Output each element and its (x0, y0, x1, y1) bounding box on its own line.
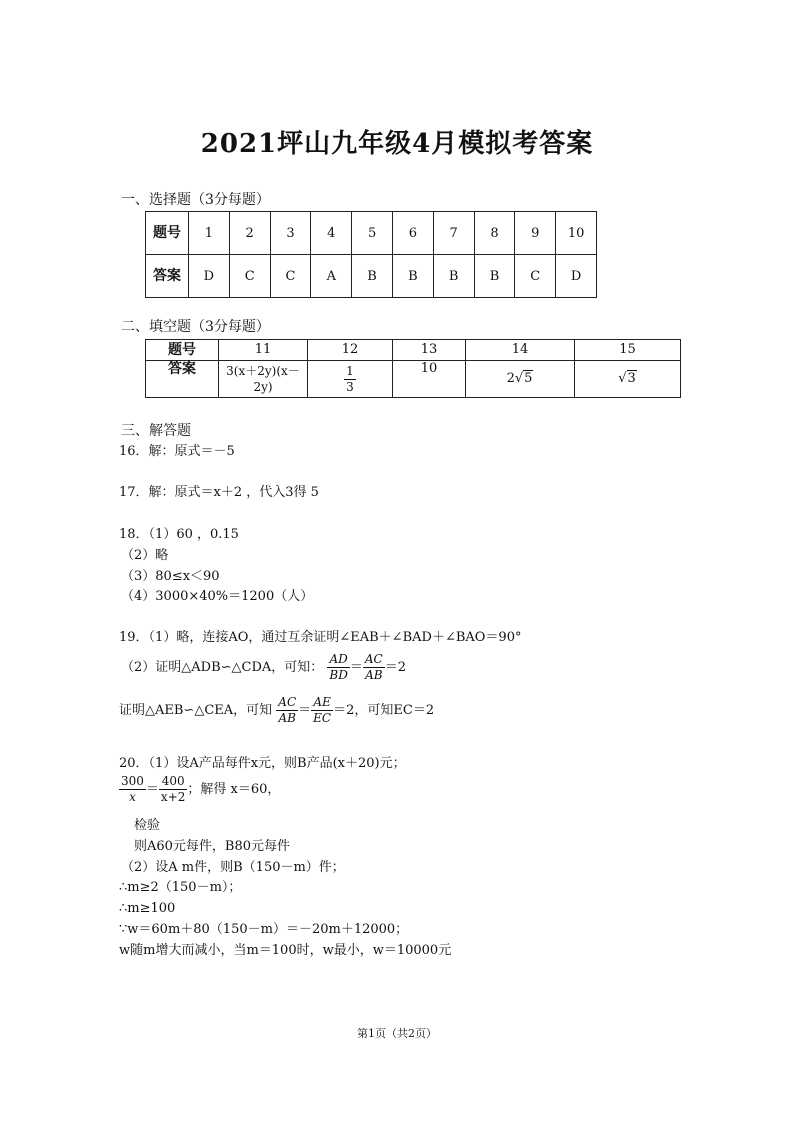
fraction (344, 365, 356, 394)
table-cell: B (352, 255, 393, 298)
q18-line1: 18．（1）60 ，0.15 (119, 527, 239, 542)
table-cell: 11 (219, 340, 308, 361)
sqrt-icon: √5 (514, 371, 533, 386)
table-cell: C (229, 255, 270, 298)
q19-line3-suffix: ＝2，可知EC＝2 (333, 703, 435, 718)
table-cell: 4 (311, 212, 352, 255)
table-row (146, 361, 681, 398)
table-cell: B (433, 255, 474, 298)
table-row (146, 212, 597, 255)
section1-heading: 一、选择题（3分每题） (121, 192, 270, 208)
numerator: AD (327, 653, 349, 668)
fraction (363, 653, 385, 682)
row-header-answer: 答案 (146, 255, 189, 298)
denominator: x+2 (160, 790, 186, 804)
numerator: 400 (159, 775, 187, 790)
table-cell: 6 (392, 212, 433, 255)
table-cell: A (311, 255, 352, 298)
table-row (146, 340, 681, 361)
fraction (311, 696, 333, 725)
q19-line1: 19．（1）略，连接AO，通过互余证明∠EAB＋∠BAD＋∠BAO＝90° (119, 630, 522, 645)
q18-line4: （4）3000×40%＝1200（人） (121, 589, 314, 604)
fraction (276, 696, 298, 725)
q19-line3-prefix: 证明△AEB∽△CEA，可知 (119, 703, 273, 718)
q20-equation-suffix: ；解得 x＝60， (187, 782, 281, 797)
table-cell: C (270, 255, 311, 298)
table-cell: 5 (352, 212, 393, 255)
answer-13: 10 (393, 361, 466, 398)
page-footer: 第1页（共2页） (357, 1027, 437, 1040)
answer-11-line1: 3(x＋2y)(x－ (226, 364, 300, 378)
answer-11 (219, 361, 308, 398)
numerator: 300 (121, 774, 144, 788)
denominator: x (129, 790, 136, 804)
table-cell: 10 (556, 212, 597, 255)
fraction (119, 775, 146, 804)
denominator: AB (365, 668, 383, 682)
table-cell: 3 (270, 212, 311, 255)
row-header-number: 题号 (146, 340, 219, 361)
answer-15 (575, 361, 681, 398)
table-cell: D (189, 255, 230, 298)
q16: 16．解：原式＝－5 (119, 444, 235, 459)
q18-line2: （2）略 (121, 548, 169, 563)
equals-sign: ＝ (145, 782, 159, 797)
table-cell: 12 (308, 340, 393, 361)
q19-line2-suffix: ＝2 (384, 660, 407, 675)
numerator: 1 (346, 363, 354, 378)
denominator: EC (313, 711, 332, 725)
q20-line1: 20．（1）设A产品每件x元，则B产品(x＋20)元； (119, 756, 406, 771)
table-cell: 1 (189, 212, 230, 255)
page-title: 2021坪山九年级4月模拟考答案 (200, 129, 594, 159)
q20-equation (119, 775, 280, 804)
equals-sign: ＝ (298, 703, 312, 718)
q20-line8: ∵w＝60m＋80（150－m）＝－20m＋12000； (119, 922, 409, 937)
fill-blank-answer-table (145, 339, 681, 398)
fraction (159, 775, 187, 804)
q19-line3 (119, 696, 434, 725)
q19-line2-prefix: （2）证明△ADB∽△CDA，可知： (121, 660, 324, 675)
section3-heading: 三、解答题 (121, 423, 191, 439)
q18-line3: （3）80≤x＜90 (121, 569, 220, 584)
table-cell: B (474, 255, 515, 298)
denominator: AB (278, 711, 296, 725)
q20-line7: ∴m≥100 (119, 901, 176, 916)
q20-line4: 则A60元每件，B80元每件 (134, 839, 291, 854)
table-cell: 13 (393, 340, 466, 361)
numerator: AC (278, 695, 297, 709)
table-cell: 2 (229, 212, 270, 255)
answer-12 (308, 361, 393, 398)
table-cell: D (556, 255, 597, 298)
q20-line6: ∴m≥2（150－m）； (119, 880, 242, 895)
radicand: 5 (524, 371, 533, 386)
numerator: AC (364, 652, 383, 666)
table-cell: 7 (433, 212, 474, 255)
table-row (146, 255, 597, 298)
table-cell: 8 (474, 212, 515, 255)
table-cell: 15 (575, 340, 681, 361)
table-cell: 9 (515, 212, 556, 255)
row-header-answer: 答案 (146, 361, 219, 398)
choice-answer-table (145, 211, 597, 298)
q17: 17．解：原式＝x＋2 ，代入3得 5 (119, 485, 319, 500)
section2-heading: 二、填空题（3分每题） (121, 319, 270, 335)
equals-sign: ＝ (349, 660, 363, 675)
radicand: 3 (627, 371, 636, 386)
table-cell: B (392, 255, 433, 298)
fraction (327, 653, 349, 682)
answer-14 (466, 361, 575, 398)
answer-11-line2: 2y) (253, 380, 273, 394)
table-cell: 14 (466, 340, 575, 361)
sqrt-icon: √3 (618, 371, 636, 386)
q20-line5: （2）设A m件，则B（150－m）件； (121, 860, 345, 875)
row-header-number: 题号 (146, 212, 189, 255)
q19-line2 (121, 653, 406, 682)
table-cell: C (515, 255, 556, 298)
denominator: 3 (346, 379, 354, 394)
q20-line3: 检验 (134, 818, 161, 833)
numerator: AE (311, 696, 333, 711)
q20-line9: w随m增大而减小，当m＝100时，w最小，w＝10000元 (119, 943, 452, 958)
denominator: BD (329, 668, 348, 682)
coefficient: 2 (506, 371, 515, 386)
